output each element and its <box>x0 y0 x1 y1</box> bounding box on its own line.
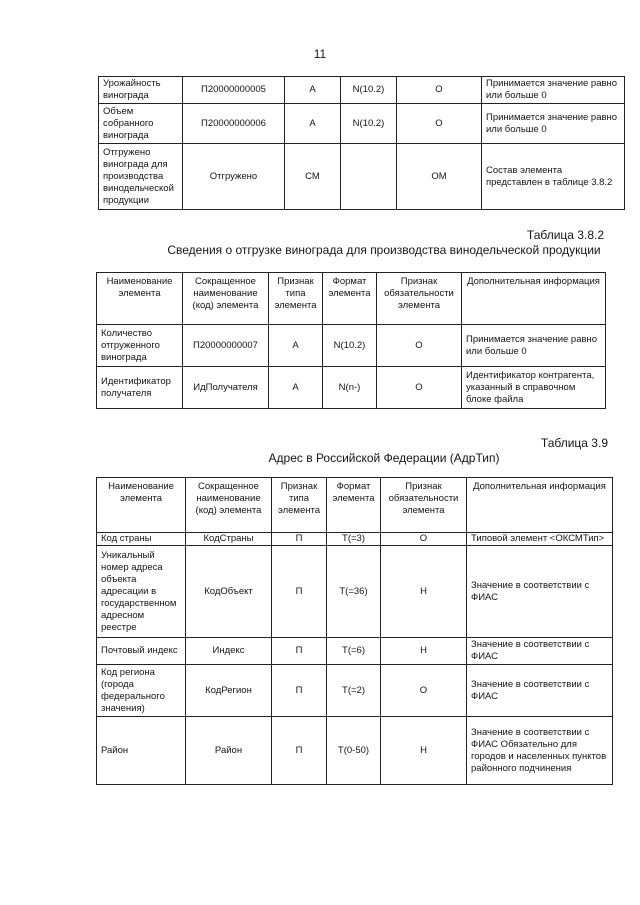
cell: П20000000006 <box>183 104 285 144</box>
column-header: Признак обязательности элемента <box>377 273 462 325</box>
cell: О <box>377 325 462 367</box>
cell: О <box>377 367 462 409</box>
column-header: Признак обязательности элемента <box>381 478 467 533</box>
cell: Принимается значение равно или больше 0 <box>482 104 625 144</box>
cell: П <box>272 533 327 546</box>
cell: N(n-) <box>323 367 377 409</box>
cell: Индекс <box>186 638 272 665</box>
cell: Идентификатор получателя <box>97 367 183 409</box>
column-header: Наименование элемента <box>97 273 183 325</box>
cell: Район <box>186 717 272 785</box>
cell: Уникальный номер адреса объекта адресации в государственном адресном реестре <box>97 546 186 638</box>
cell: N(10.2) <box>341 77 397 104</box>
cell: Район <box>97 717 186 785</box>
table-continuation <box>98 76 625 210</box>
column-header: Признак типа элемента <box>269 273 323 325</box>
cell: Объем собранного винограда <box>99 104 183 144</box>
cell: КодОбъект <box>186 546 272 638</box>
cell: П20000000005 <box>183 77 285 104</box>
cell: П <box>272 717 327 785</box>
table-row <box>99 144 625 210</box>
cell: КодСтраны <box>186 533 272 546</box>
cell: Значение в соответствии с ФИАС Обязательно для городов и населенных пунктов районного подчинения <box>467 717 613 785</box>
cell: Типовой элемент <ОКСМТип> <box>467 533 613 546</box>
cell: Н <box>381 717 467 785</box>
cell: П20000000007 <box>183 325 269 367</box>
table-address-rf <box>96 477 613 785</box>
table-row <box>97 325 606 367</box>
table-title: Адрес в Российской Федерации (АдрТип) <box>268 451 500 465</box>
cell: Идентификатор контрагента, указанный в справочном блоке файла <box>462 367 606 409</box>
cell: Отгружено винограда для производства винодельческой продукции <box>99 144 183 210</box>
column-header: Сокращенное наименование (код) элемента <box>186 478 272 533</box>
table-header-row <box>97 478 613 533</box>
cell: ИдПолучателя <box>183 367 269 409</box>
column-header: Формат элемента <box>323 273 377 325</box>
cell: О <box>381 533 467 546</box>
cell: О <box>397 77 482 104</box>
cell: T(=3) <box>327 533 381 546</box>
cell: КодРегион <box>186 665 272 717</box>
page-number: 11 <box>313 47 327 61</box>
column-header: Формат элемента <box>327 478 381 533</box>
cell: Н <box>381 546 467 638</box>
cell: N(10.2) <box>323 325 377 367</box>
cell: Принимается значение равно или больше 0 <box>462 325 606 367</box>
cell: О <box>397 104 482 144</box>
column-header: Сокращенное наименование (код) элемента <box>183 273 269 325</box>
cell <box>341 144 397 210</box>
cell: Н <box>381 638 467 665</box>
cell: N(10.2) <box>341 104 397 144</box>
cell: СМ <box>285 144 341 210</box>
table-grape-shipment <box>96 272 606 409</box>
table-row <box>97 638 613 665</box>
column-header: Признак типа элемента <box>272 478 327 533</box>
cell: Урожайность винограда <box>99 77 183 104</box>
table-row <box>97 546 613 638</box>
cell: П <box>272 546 327 638</box>
cell: Состав элемента представлен в таблице 3.8.2 <box>482 144 625 210</box>
cell: А <box>269 367 323 409</box>
column-header: Дополнительная информация <box>467 478 613 533</box>
table-row <box>99 77 625 104</box>
cell: T(=36) <box>327 546 381 638</box>
cell: А <box>285 104 341 144</box>
cell: T(0-50) <box>327 717 381 785</box>
cell: Код страны <box>97 533 186 546</box>
cell: А <box>285 77 341 104</box>
column-header: Наименование элемента <box>97 478 186 533</box>
cell: Принимается значение равно или больше 0 <box>482 77 625 104</box>
cell: П <box>272 638 327 665</box>
table-row <box>97 533 613 546</box>
cell: Почтовый индекс <box>97 638 186 665</box>
cell: Код региона (города федерального значения) <box>97 665 186 717</box>
table-label: Таблица 3.9 <box>540 436 608 450</box>
cell: ОМ <box>397 144 482 210</box>
cell: T(=6) <box>327 638 381 665</box>
table-row <box>97 665 613 717</box>
cell: А <box>269 325 323 367</box>
cell: Значение в соответствии с ФИАС <box>467 546 613 638</box>
table-row <box>99 104 625 144</box>
table-row <box>97 717 613 785</box>
cell: Отгружено <box>183 144 285 210</box>
column-header: Дополнительная информация <box>462 273 606 325</box>
cell: Значение в соответствии с ФИАС <box>467 638 613 665</box>
table-title: Сведения о отгрузке винограда для производства винодельческой продукции <box>167 243 601 257</box>
cell: П <box>272 665 327 717</box>
table-row <box>97 367 606 409</box>
table-label: Таблица 3.8.2 <box>526 228 604 242</box>
table-header-row <box>97 273 606 325</box>
cell: T(=2) <box>327 665 381 717</box>
cell: Количество отгруженного винограда <box>97 325 183 367</box>
cell: О <box>381 665 467 717</box>
cell: Значение в соответствии с ФИАС <box>467 665 613 717</box>
